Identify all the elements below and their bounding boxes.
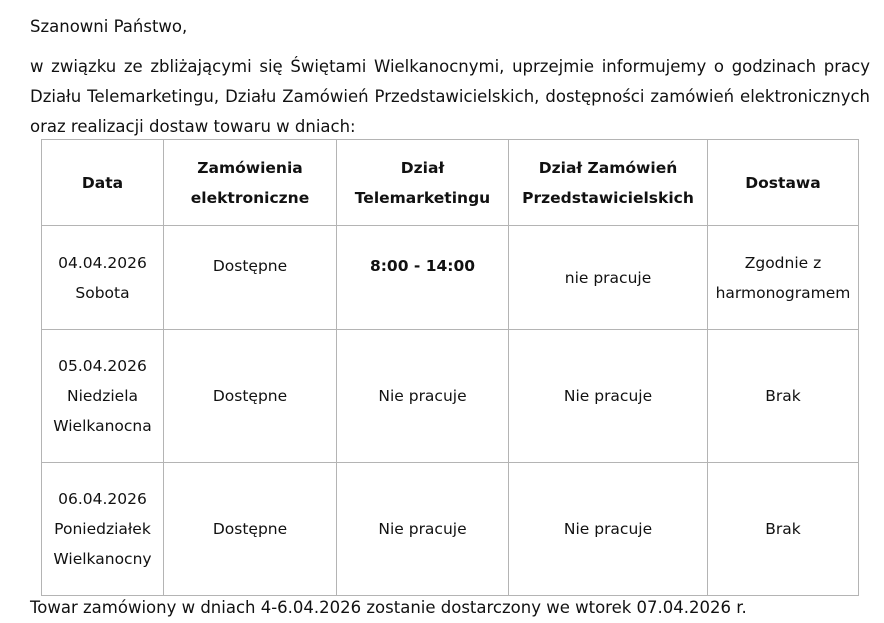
delivery-value: Brak (765, 520, 801, 538)
delivery-cell (708, 330, 859, 463)
rep-orders-value: Nie pracuje (563, 387, 653, 405)
table-header-row (42, 140, 859, 226)
day-name-line2: Wielkanocny (53, 550, 152, 568)
orders-value: Dostępne (212, 520, 288, 538)
date-cell (42, 463, 164, 596)
date-value: 04.04.2026 (58, 253, 147, 272)
day-name: Niedziela (66, 387, 139, 405)
date-value: 05.04.2026 (58, 357, 147, 375)
table-row (42, 226, 859, 330)
header-delivery (708, 140, 859, 226)
rep-orders-cell (509, 226, 708, 330)
day-name-line2: Wielkanocna (53, 417, 152, 435)
intro-paragraph: w związku ze zbliżającymi się Świętami Wielkanocnymi, uprzejmie informujemy o godzinach pracy Działu Telemarketingu, Działu Zamówień Przedstawicielskich, dostępności zamówień elektronicznych oraz realizacji dostaw towaru w dniach: (30, 57, 870, 136)
header-telemarketing-line1: Dział (400, 158, 445, 177)
telemarketing-cell (337, 330, 509, 463)
telemarketing-value: Nie pracuje (378, 520, 467, 538)
header-electronic-orders-line2: elektroniczne (190, 188, 310, 207)
day-name: Sobota (75, 283, 130, 302)
rep-orders-value: nie pracuje (564, 268, 652, 287)
date-cell (42, 226, 164, 330)
header-electronic-orders-line1: Zamówienia (197, 158, 303, 177)
orders-value: Dostępne (212, 387, 288, 405)
header-date-label: Data (81, 173, 124, 192)
delivery-cell (708, 463, 859, 596)
day-name: Poniedziałek (54, 520, 151, 538)
orders-cell (164, 330, 337, 463)
header-rep-orders (509, 140, 708, 226)
holiday-schedule-table (41, 139, 859, 596)
orders-cell (164, 463, 337, 596)
table-row (42, 463, 859, 596)
rep-orders-cell (509, 330, 708, 463)
header-rep-orders-line1: Dział Zamówień (538, 158, 678, 177)
telemarketing-value: Nie pracuje (378, 387, 467, 405)
greeting: Szanowni Państwo, (30, 17, 188, 36)
orders-cell (164, 226, 337, 330)
rep-orders-value: Nie pracuje (563, 520, 653, 538)
delivery-line1: Zgodnie z (744, 253, 822, 272)
header-telemarketing (337, 140, 509, 226)
telemarketing-cell (337, 463, 509, 596)
header-date (42, 140, 164, 226)
header-electronic-orders (164, 140, 337, 226)
rep-orders-cell (509, 463, 708, 596)
date-value: 06.04.2026 (58, 490, 147, 508)
telemarketing-hours: 8:00 - 14:00 (369, 256, 476, 275)
telemarketing-cell (337, 226, 509, 330)
delivery-value: Brak (765, 387, 801, 405)
orders-value: Dostępne (212, 256, 288, 275)
delivery-cell (708, 226, 859, 330)
date-cell (42, 330, 164, 463)
header-rep-orders-line2: Przedstawicielskich (522, 188, 694, 207)
header-telemarketing-line2: Telemarketingu (354, 188, 491, 207)
header-delivery-label: Dostawa (745, 173, 821, 192)
table-row (42, 330, 859, 463)
footer-note: Towar zamówiony w dniach 4-6.04.2026 zostanie dostarczony we wtorek 07.04.2026 r. (30, 598, 747, 617)
delivery-line2: harmonogramem (715, 283, 851, 302)
